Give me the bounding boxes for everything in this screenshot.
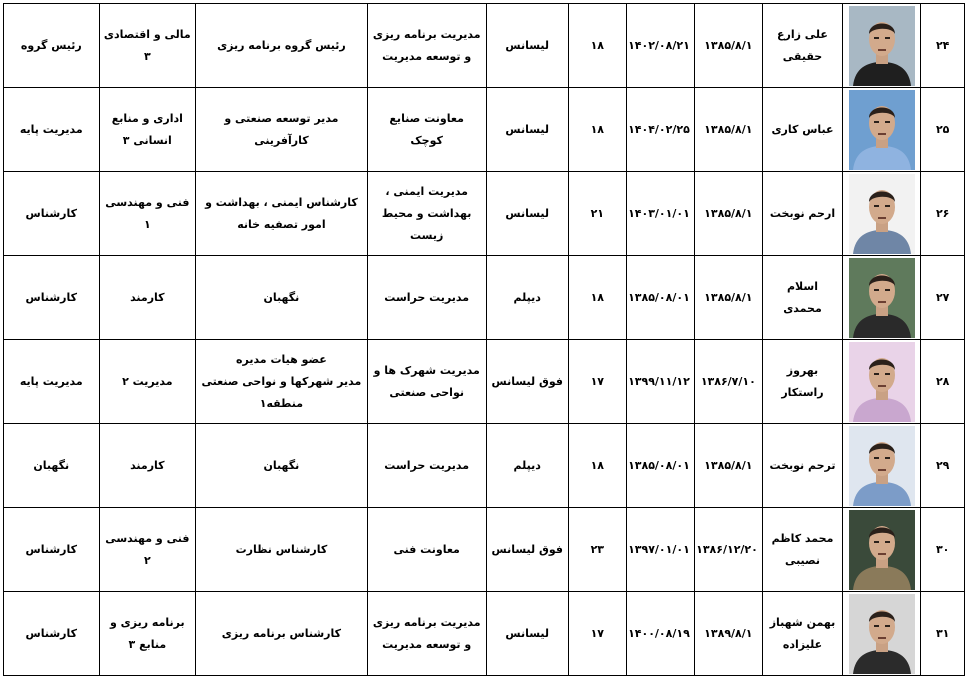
row-number: ۲۵ [921,88,965,172]
employee-photo-cell [843,424,921,508]
job-category: برنامه ریزی و منابع ۳ [99,592,196,676]
score: ۲۳ [568,508,626,592]
appointment-date: ۱۴۰۰/۰۸/۱۹ [626,592,694,676]
person-portrait-icon [849,258,915,338]
employee-photo-cell [843,340,921,424]
appointment-date: ۱۳۸۵/۰۸/۰۱ [626,256,694,340]
appointment-date: ۱۴۰۴/۰۲/۲۵ [626,88,694,172]
department: معاونت صنایع کوچک [367,88,486,172]
employee-name: اسلام محمدی [762,256,842,340]
education-degree: لیسانس [486,592,568,676]
department: مدیریت برنامه ریزی و توسعه مدیریت [367,592,486,676]
row-number: ۲۴ [921,4,965,88]
appointment-date: ۱۴۰۳/۰۱/۰۱ [626,172,694,256]
employee-photo [849,6,915,86]
staff-table-body [4,4,965,676]
employment-date: ۱۳۸۵/۸/۱ [694,172,762,256]
employee-photo [849,342,915,422]
employee-photo [849,510,915,590]
education-degree: فوق لیسانس [486,508,568,592]
employee-name: محمد کاظم نصیبی [762,508,842,592]
employment-date: ۱۳۸۶/۱۲/۲۰ [694,508,762,592]
employee-photo-cell [843,172,921,256]
employee-photo [849,594,915,674]
employment-date: ۱۳۸۶/۷/۱۰ [694,340,762,424]
table-row [4,172,965,256]
staff-table [3,3,965,676]
row-number: ۳۰ [921,508,965,592]
job-title: کارشناس برنامه ریزی [196,592,368,676]
table-row [4,340,965,424]
job-category: اداری و منابع انسانی ۳ [99,88,196,172]
table-row [4,4,965,88]
table-row [4,256,965,340]
appointment-date: ۱۳۸۵/۰۸/۰۱ [626,424,694,508]
row-number: ۲۶ [921,172,965,256]
education-degree: لیسانس [486,4,568,88]
person-portrait-icon [849,342,915,422]
appointment-date: ۱۴۰۲/۰۸/۲۱ [626,4,694,88]
employee-photo [849,174,915,254]
table-row [4,592,965,676]
employee-name: عباس کاری [762,88,842,172]
job-title: مدیر توسعه صنعتی و کارآفرینی [196,88,368,172]
employment-date: ۱۳۸۵/۸/۱ [694,424,762,508]
job-category: فنی و مهندسی ۱ [99,172,196,256]
position-level: کارشناس [4,256,100,340]
employment-date: ۱۳۸۵/۸/۱ [694,256,762,340]
position-level: مدیریت پایه [4,340,100,424]
score: ۱۸ [568,4,626,88]
education-degree: لیسانس [486,88,568,172]
employment-date: ۱۳۸۵/۸/۱ [694,88,762,172]
job-title: نگهبان [196,256,368,340]
employee-photo [849,426,915,506]
position-level: رئیس گروه [4,4,100,88]
position-level: نگهبان [4,424,100,508]
score: ۱۷ [568,592,626,676]
education-degree: لیسانس [486,172,568,256]
row-number: ۲۹ [921,424,965,508]
position-level: مدیریت پایه [4,88,100,172]
score: ۲۱ [568,172,626,256]
department: مدیریت حراست [367,424,486,508]
job-category: فنی و مهندسی ۲ [99,508,196,592]
job-title: رئیس گروه برنامه ریزی [196,4,368,88]
employee-photo-cell [843,4,921,88]
person-portrait-icon [849,510,915,590]
department: مدیریت برنامه ریزی و توسعه مدیریت [367,4,486,88]
table-row [4,508,965,592]
score: ۱۸ [568,88,626,172]
position-level: کارشناس [4,592,100,676]
position-level: کارشناس [4,508,100,592]
row-number: ۳۱ [921,592,965,676]
employee-photo-cell [843,88,921,172]
row-number: ۲۸ [921,340,965,424]
row-number: ۲۷ [921,256,965,340]
department: معاونت فنی [367,508,486,592]
department: مدیریت ایمنی ، بهداشت و محیط زیست [367,172,486,256]
department: مدیریت حراست [367,256,486,340]
employee-name: ارحم نوبخت [762,172,842,256]
education-degree: دیپلم [486,424,568,508]
job-category: مدیریت ۲ [99,340,196,424]
person-portrait-icon [849,594,915,674]
score: ۱۸ [568,424,626,508]
job-category: کارمند [99,424,196,508]
person-portrait-icon [849,426,915,506]
employee-name: بهروز راستکار [762,340,842,424]
table-row [4,88,965,172]
table-row [4,424,965,508]
department: مدیریت شهرک ها و نواحی صنعتی [367,340,486,424]
employee-name: علی زارع حقیقی [762,4,842,88]
employee-photo [849,90,915,170]
job-title: عضو هیات مدیره مدیر شهرکها و نواحی صنعتی منطقه۱ [196,340,368,424]
employment-date: ۱۳۸۵/۸/۱ [694,4,762,88]
employee-name: بهمن شهباز علیزاده [762,592,842,676]
employee-photo-cell [843,256,921,340]
appointment-date: ۱۳۹۷/۰۱/۰۱ [626,508,694,592]
person-portrait-icon [849,174,915,254]
job-title: کارشناس ایمنی ، بهداشت و امور تصفیه خانه [196,172,368,256]
education-degree: فوق لیسانس [486,340,568,424]
employment-date: ۱۳۸۹/۸/۱ [694,592,762,676]
job-title: نگهبان [196,424,368,508]
job-category: مالی و اقتصادی ۳ [99,4,196,88]
employee-photo-cell [843,592,921,676]
score: ۱۸ [568,256,626,340]
appointment-date: ۱۳۹۹/۱۱/۱۲ [626,340,694,424]
employee-photo-cell [843,508,921,592]
job-title: کارشناس نظارت [196,508,368,592]
employee-name: ترحم نوبخت [762,424,842,508]
employee-photo [849,258,915,338]
person-portrait-icon [849,90,915,170]
score: ۱۷ [568,340,626,424]
position-level: کارشناس [4,172,100,256]
person-portrait-icon [849,6,915,86]
education-degree: دیپلم [486,256,568,340]
job-category: کارمند [99,256,196,340]
